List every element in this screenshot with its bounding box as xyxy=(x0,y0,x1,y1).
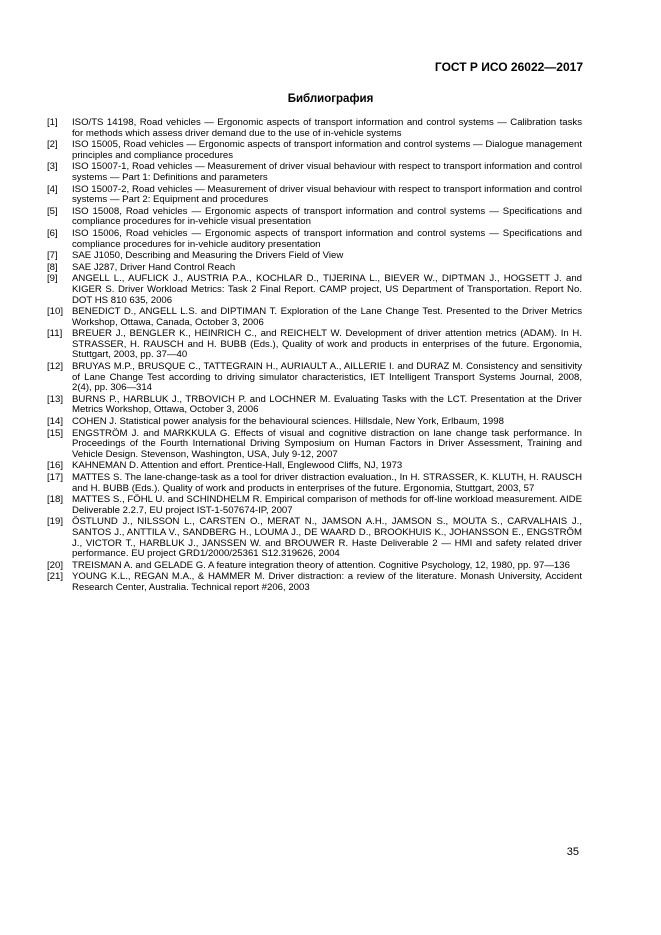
reference-text: ISO 15005, Road vehicles — Ergonomic aspects of transport information and control systems — Dialogue management principles and compliance procedures xyxy=(72,139,582,161)
reference-text: COHEN J. Statistical power analysis for the behavioural sciences. Hillsdale, New York, Erlbaum, 1998 xyxy=(72,416,504,428)
reference-item xyxy=(47,307,582,328)
reference-item xyxy=(47,251,582,262)
reference-item xyxy=(47,473,582,494)
reference-number: [9] xyxy=(47,273,58,285)
reference-text: MATTES S. The lane-change-task as a tool for driver distraction evaluation., In H. STRASSER, K. KLUTH, H. RAUSCH and H. BUBB (Eds.). Quality of work and products in enterprises of the future. Ergonomia, Stuttgart, 2003, 57 xyxy=(72,472,582,494)
reference-text: BRUYAS M.P., BRUSQUE C., TATTEGRAIN H., AURIAULT A., AILLERIE I. and DURAZ M. Consistency and sensitivity of Lane Change Test according to driving simulator characteristics, IET Intelligent Transport Systems Journal, 2008, 2(4), pp. 306—314 xyxy=(72,361,582,394)
reference-number: [2] xyxy=(47,139,58,151)
reference-number: [17] xyxy=(47,472,64,483)
page-title: Библиография xyxy=(287,93,374,105)
reference-item xyxy=(47,461,582,472)
reference-text: ANGELL L., AUFLICK J., AUSTRIA P.A., KOCHLAR D., TIJERINA L., BIEVER W., DIPTMAN J., HOGSETT J. and KIGER S. Driver Workload Metrics: Task 2 Final Report. CAMP project, US Department of Transportation. Report No. DOT HS 810 635, 2006 xyxy=(72,273,582,306)
reference-number: [6] xyxy=(47,227,58,239)
reference-item xyxy=(47,263,582,274)
reference-item xyxy=(47,429,582,461)
reference-text: ISO 15007-1, Road vehicles — Measurement of driver visual behaviour with respect to transport information and control systems — Part 1: Definitions and parameters xyxy=(72,161,582,183)
reference-item xyxy=(47,517,582,559)
reference-number: [8] xyxy=(47,261,58,273)
reference-item xyxy=(47,140,582,161)
reference-number: [20] xyxy=(47,559,64,571)
reference-text: ISO 15007-2, Road vehicles — Measurement of driver visual behaviour with respect to transport information and control systems — Part 2: Equipment and procedures xyxy=(72,183,582,206)
reference-item xyxy=(47,118,582,139)
reference-text: BENEDICT D., ANGELL L.S. and DIPTIMAN T. Exploration of the Lane Change Test. Presented to the Driver Metrics Workshop, Ottawa, Canada, October 3, 2006 xyxy=(72,306,582,328)
reference-number: [21] xyxy=(47,571,64,583)
reference-number: [4] xyxy=(47,183,58,195)
document-code: ГОСТ Р ИСО 26022—2017 xyxy=(434,60,583,74)
reference-number: [10] xyxy=(47,306,64,318)
bibliography-list xyxy=(47,118,582,595)
reference-item xyxy=(47,362,582,394)
reference-item xyxy=(47,417,582,428)
reference-number: [13] xyxy=(47,393,64,405)
reference-text: KAHNEMAN D. Attention and effort. Prentice-Hall, Englewood Cliffs, NJ, 1973 xyxy=(72,460,403,472)
page-number: 35 xyxy=(566,846,579,858)
reference-text: TREISMAN A. and GELADE G. A feature integration theory of attention. Cognitive Psychology, 12, 1980, pp. 97—136 xyxy=(72,559,570,571)
reference-item xyxy=(47,229,582,250)
reference-number: [15] xyxy=(47,427,64,439)
reference-text: ISO 15008, Road vehicles — Ergonomic aspects of transport information and control systems — Specifications and compliance procedures for in-vehicle visual presentation xyxy=(72,205,582,228)
reference-number: [1] xyxy=(47,117,58,128)
reference-item xyxy=(47,274,582,306)
reference-text: MATTES S., FÖHL U. and SCHINDHELM R. Empirical comparison of methods for off-line workload measurement. AIDE Deliverable 2.2.7, EU project IST-1-507674-IP, 2007 xyxy=(72,494,582,516)
reference-text: SAE J287, Driver Hand Control Reach xyxy=(72,261,236,273)
reference-number: [16] xyxy=(47,460,64,472)
reference-item xyxy=(47,329,582,361)
reference-item xyxy=(47,572,582,593)
reference-number: [5] xyxy=(47,205,58,217)
reference-number: [19] xyxy=(47,516,64,528)
reference-number: [11] xyxy=(47,328,63,340)
reference-item xyxy=(47,185,582,206)
reference-item xyxy=(47,162,582,183)
reference-text: ÖSTLUND J., NILSSON L., CARSTEN O., MERAT N., JAMSON A.H., JAMSON S., MOUTA S., CARVALHAIS J., SANTOS J., ANTTILA V., SANDBERG H., LOUMA J., DE WAARD D., BROOKHUIS K., JOHANSSON E., ENGSTRÖM J., VICTOR T., HARBLUK J., JANSSEN W. and BROUWER R. Haste Deliverable 2 — HMI and safety related driver performance. EU project GRD1/2000/25361 S12.319626, 2004 xyxy=(72,516,582,560)
reference-number: [12] xyxy=(47,361,64,373)
reference-text: YOUNG K.L., REGAN M.A., & HAMMER M. Driver distraction: a review of the literature. Monash University, Accident Research Center, Australia. Technical report #206, 2003 xyxy=(72,571,582,593)
reference-text: ISO/TS 14198, Road vehicles — Ergonomic aspects of transport information and control systems — Calibration tasks for methods which assess driver demand due to the use of in-vehicle systems xyxy=(72,117,582,139)
reference-text: BURNS P., HARBLUK J., TRBOVICH P. and LOCHNER M. Evaluating Tasks with the LCT. Presentation at the Driver Metrics Workshop, Ottawa, October 3, 2006 xyxy=(72,393,582,416)
reference-number: [7] xyxy=(47,250,58,262)
reference-text: SAE J1050, Describing and Measuring the Drivers Field of View xyxy=(72,250,344,262)
reference-item xyxy=(47,561,582,572)
reference-item xyxy=(47,495,582,516)
reference-item xyxy=(47,395,582,416)
reference-item xyxy=(47,207,582,228)
reference-number: [14] xyxy=(47,416,64,428)
reference-text: BREUER J., BENGLER K., HEINRICH C., and REICHELT W. Development of driver attention metrics (ADAM). In H. STRASSER, H. RAUSCH and H. BUBB (Eds.), Quality of work and products in enterprises of the future. Ergonomia, Stuttgart, 2003, pp. 37—40 xyxy=(72,328,582,361)
reference-number: [18] xyxy=(47,494,64,506)
reference-number: [3] xyxy=(47,161,58,173)
reference-text: ISO 15006, Road vehicles — Ergonomic aspects of transport information and control systems — Specifications and compliance procedures for in-vehicle auditory presentation xyxy=(72,227,582,250)
reference-text: ENGSTRÖM J. and MARKKULA G. Effects of visual and cognitive distraction on lane change task performance. In Proceedings of the Fourth International Driving Symposium on Human Factors in Driver Assessment, Training and Vehicle Design. Stevenson, Washington, USA, July 9-12, 2007 xyxy=(72,427,582,460)
